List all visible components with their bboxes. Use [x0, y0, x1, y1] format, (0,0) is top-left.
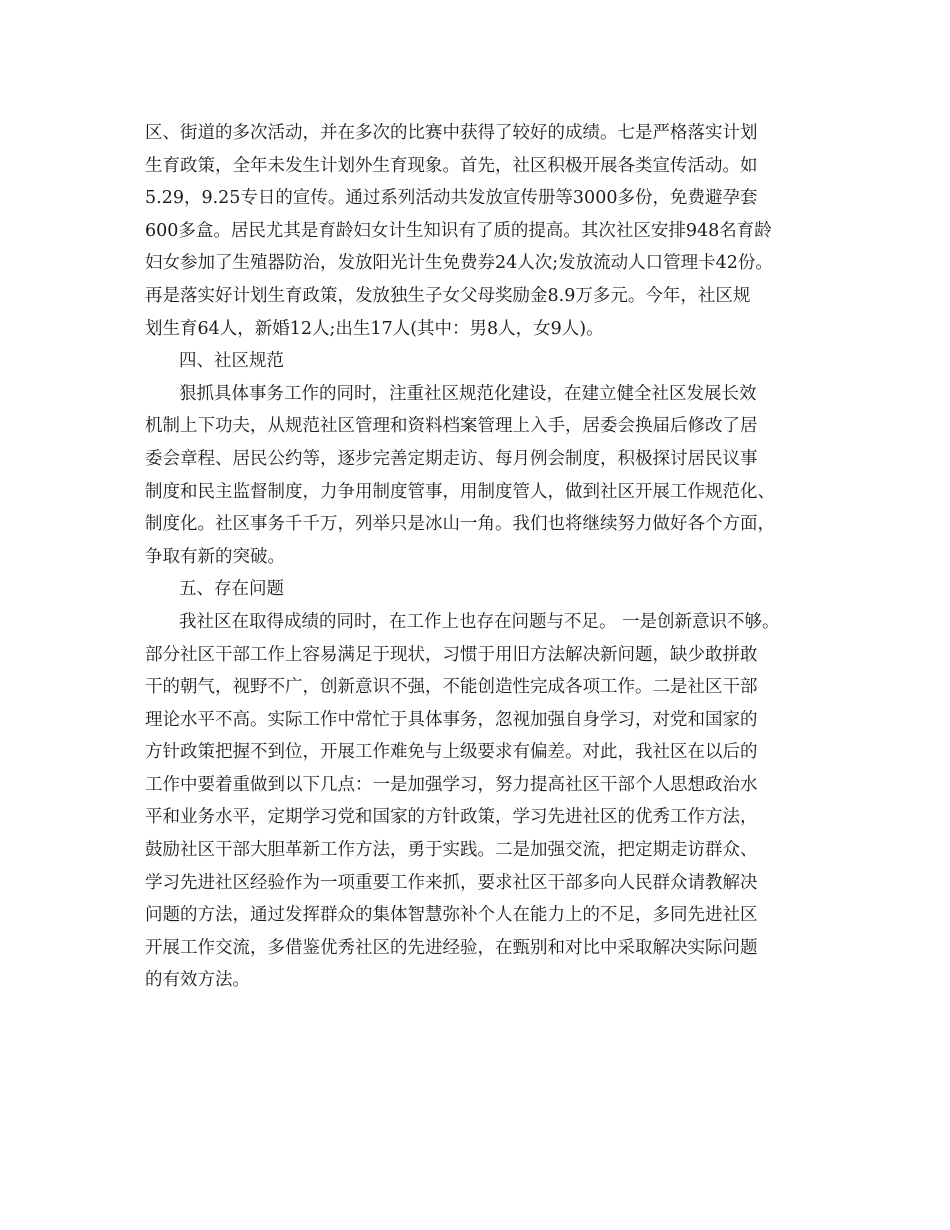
text-line: 问题的方法，通过发挥群众的集体智慧弥补个人在能力上的不足，多同先进社区 — [145, 905, 758, 926]
text-line: 制度化。社区事务千千万，列举只是冰山一角。我们也将继续努力做好各个方面， — [145, 514, 775, 535]
text-line: 鼓励社区干部大胆革新工作方法，勇于实践。二是加强交流，把定期走访群众、 — [145, 840, 758, 861]
text-line: 的有效方法。 — [145, 970, 250, 991]
text-line: 五、存在问题 — [179, 579, 284, 600]
text-line: 再是落实好计划生育政策，发放独生子女父母奖励金8.9万多元。今年，社区规 — [145, 285, 751, 306]
text-line: 生育政策，全年未发生计划外生育现象。首先，社区积极开展各类宣传活动。如 — [145, 155, 758, 176]
text-line: 机制上下功夫，从规范社区管理和资料档案管理上入手，居委会换届后修改了居 — [145, 416, 758, 437]
text-line: 我社区在取得成绩的同时，在工作上也存在问题与不足。 一是创新意识不够。 — [179, 611, 780, 632]
text-line: 600多盒。居民尤其是育龄妇女计生知识有了质的提高。其次社区安排948名育龄 — [145, 220, 772, 241]
text-line: 四、社区规范 — [179, 351, 284, 372]
text-line: 干的朝气，视野不广，创新意识不强，不能创造性完成各项工作。二是社区干部 — [145, 677, 758, 698]
text-line: 平和业务水平，定期学习党和国家的方针政策，学习先进社区的优秀工作方法， — [145, 807, 758, 828]
text-line: 部分社区干部工作上容易满足于现状，习惯于用旧方法解决新问题，缺少敢拼敢 — [145, 644, 758, 665]
text-line: 学习先进社区经验作为一项重要工作来抓，要求社区干部多向人民群众请教解决 — [145, 872, 758, 893]
text-line: 区、街道的多次活动，并在多次的比赛中获得了较好的成绩。七是严格落实计划 — [145, 123, 758, 143]
text-line: 开展工作交流，多借鉴优秀社区的先进经验，在甄别和对比中采取解决实际问题 — [145, 937, 758, 958]
document-body — [145, 117, 825, 997]
text-line: 妇女参加了生殖器防治，发放阳光计生免费券24人次;发放流动人口管理卡42份。 — [145, 253, 773, 274]
text-line: 狠抓具体事务工作的同时，注重社区规范化建设，在建立健全社区发展长效 — [179, 383, 757, 404]
text-line: 制度和民主监督制度，力争用制度管事，用制度管人，做到社区开展工作规范化、 — [145, 481, 775, 502]
text-line: 5.29，9.25专日的宣传。通过系列活动共发放宣传册等3000多份，免费避孕套 — [145, 188, 758, 209]
text-line: 方针政策把握不到位，开展工作难免与上级要求有偏差。对此，我社区在以后的 — [145, 742, 758, 763]
text-line: 争取有新的突破。 — [145, 546, 285, 567]
text-line: 划生育64人，新婚12人;出生17人(其中：男8人，女9人)。 — [145, 318, 604, 339]
text-line: 工作中要着重做到以下几点：一是加强学习，努力提高社区干部个人思想政治水 — [145, 774, 758, 795]
text-line: 理论水平不高。实际工作中常忙于具体事务，忽视加强自身学习，对党和国家的 — [145, 709, 758, 730]
text-line: 委会章程、居民公约等，逐步完善定期走访、每月例会制度，积极探讨居民议事 — [145, 448, 758, 469]
